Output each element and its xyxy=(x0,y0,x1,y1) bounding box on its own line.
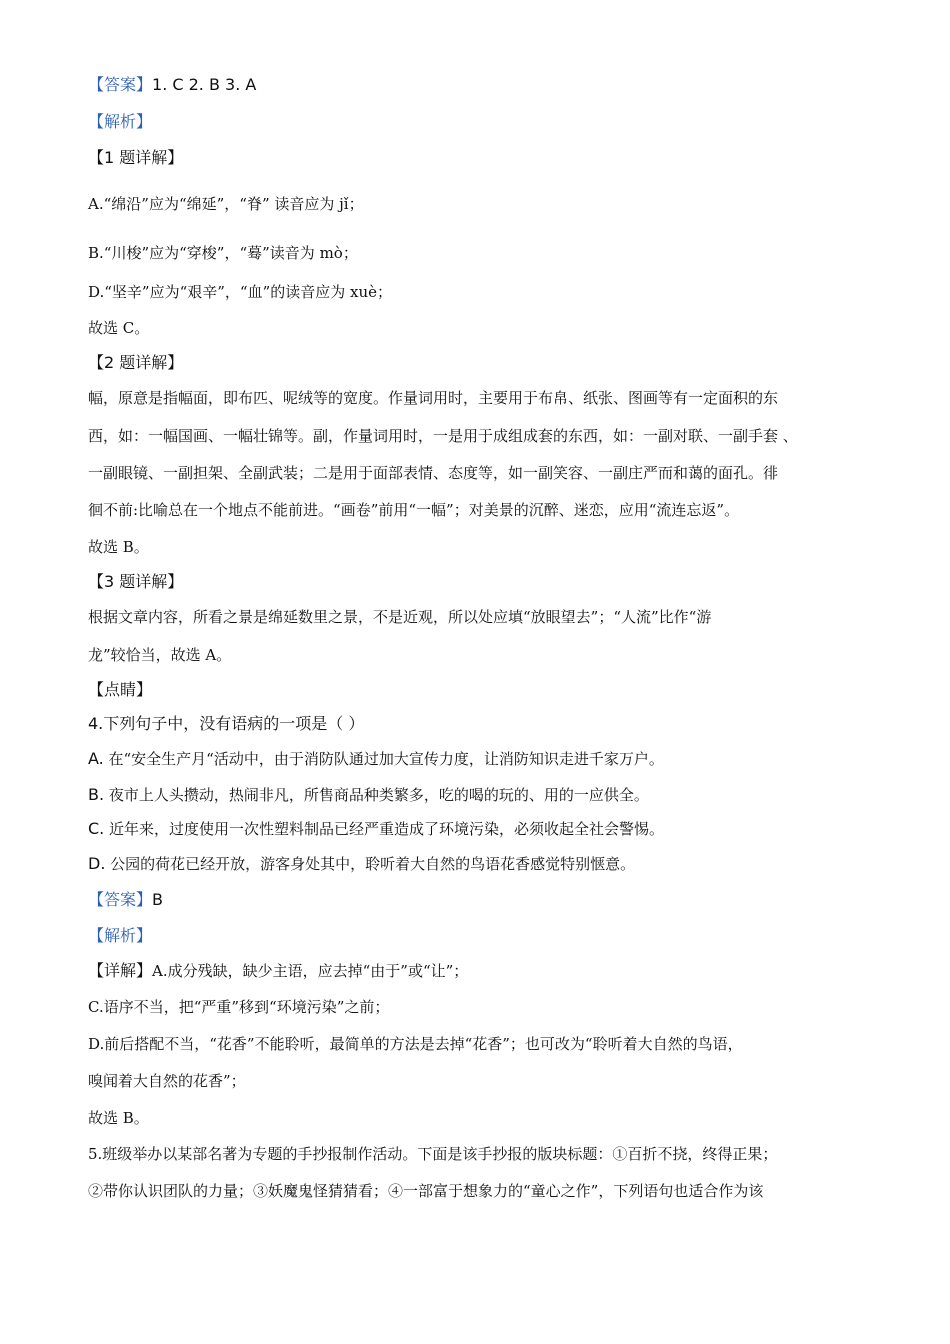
q5-line-1: 5.班级举办以某部名著为专题的手抄报制作活动。下面是该手抄报的版块标题：①百折不挠，终得正果； xyxy=(88,1145,778,1163)
q4-option-d-text: 公园的荷花已经开放，游客身处其中，聆听着大自然的鸟语花香感觉特别惬意。 xyxy=(105,855,636,873)
answer-text-4: B xyxy=(152,890,163,909)
analysis-tag-4: 【解析】 xyxy=(88,926,153,945)
answer-text: 1. C 2. B 3. A xyxy=(152,75,257,94)
q4-option-a xyxy=(88,748,890,770)
dianjing-heading: 【点睛】 xyxy=(88,680,153,699)
q4-option-a-letter: A. xyxy=(88,749,104,768)
q2-line-3: 一副眼镜、一副担架、全副武装；二是用于面部表情、态度等，如一副笑容、一副庄严而和蔼的面孔。徘 xyxy=(88,464,779,482)
answer-line-4 xyxy=(88,889,890,911)
q1-conclusion: 故选 C。 xyxy=(88,319,150,337)
q4-detail-tag: 【详解】 xyxy=(88,961,153,980)
answer-line-1-3 xyxy=(88,74,890,96)
q3-line-2: 龙”较恰当，故选 A。 xyxy=(88,646,232,664)
q4-stem: 4.下列句子中，没有语病的一项是（ ） xyxy=(88,714,365,733)
analysis-tag: 【解析】 xyxy=(88,112,153,131)
q1-line-a: A.“绵沿”应为“绵延”，“脊” 读音应为 jǐ； xyxy=(88,195,364,213)
q1-line-d: D.“坚辛”应为“艰辛”，“血”的读音应为 xuè； xyxy=(88,283,393,301)
q4-option-c-text: 近年来，过度使用一次性塑料制品已经严重造成了环境污染，必须收起全社会警惕。 xyxy=(104,820,665,838)
q1-heading: 【1 题详解】 xyxy=(88,148,184,167)
q4-option-c xyxy=(88,818,890,840)
q4-option-c-letter: C. xyxy=(88,819,105,838)
q3-line-1: 根据文章内容，所看之景是绵延数里之景，不是近观，所以处应填“放眼望去”；“人流”比作“游 xyxy=(88,608,712,626)
q4-option-a-text: 在“安全生产月“活动中，由于消防队通过加大宣传力度，让消防知识走进千家万户。 xyxy=(103,750,664,768)
q4-detail-a-text: A.成分残缺，缺少主语，应去掉“由于”或“让”； xyxy=(152,962,469,980)
q2-line-2: 西，如：一幅国画、一幅壮锦等。副，作量词用时，一是用于成组成套的东西，如：一副对联、一副手套 、 xyxy=(88,427,798,445)
q4-detail-line-d1: D.前后搭配不当，“花香”不能聆听，最简单的方法是去掉“花香”；也可改为“聆听着大自然的鸟语， xyxy=(88,1035,743,1053)
q4-conclusion: 故选 B。 xyxy=(88,1109,149,1127)
q4-option-d-letter: D. xyxy=(88,854,106,873)
q2-line-1: 幅，原意是指幅面，即布匹、呢绒等的宽度。作量词用时，主要用于布帛、纸张、图画等有一定面积的东 xyxy=(88,389,779,407)
q4-detail-line-a xyxy=(88,960,890,982)
q4-option-b-letter: B. xyxy=(88,785,105,804)
answer-tag: 【答案】 xyxy=(88,75,153,94)
q1-line-b: B.“川梭”应为“穿梭”，“蓦”读音为 mò； xyxy=(88,244,358,262)
q3-heading: 【3 题详解】 xyxy=(88,572,184,591)
q4-option-d xyxy=(88,853,890,875)
q4-option-b xyxy=(88,784,890,806)
q4-detail-line-d2: 嗅闻着大自然的花香”； xyxy=(88,1072,246,1090)
answer-tag-4: 【答案】 xyxy=(88,890,153,909)
q2-line-4: 徊不前:比喻总在一个地点不能前进。“画卷”前用“一幅”；对美景的沉醉、迷恋，应用“流连忘返”。 xyxy=(88,501,740,519)
q5-line-2: ②带你认识团队的力量；③妖魔鬼怪猜猜看；④一部富于想象力的“童心之作”，下列语句也适合作为该 xyxy=(88,1182,764,1200)
q2-heading: 【2 题详解】 xyxy=(88,353,184,372)
q4-detail-line-c: C.语序不当，把“严重”移到“环境污染”之前； xyxy=(88,998,390,1016)
q4-option-b-text: 夜市上人头攒动，热闹非凡，所售商品种类繁多，吃的喝的玩的、用的一应供全。 xyxy=(104,786,649,804)
q2-conclusion: 故选 B。 xyxy=(88,538,149,556)
